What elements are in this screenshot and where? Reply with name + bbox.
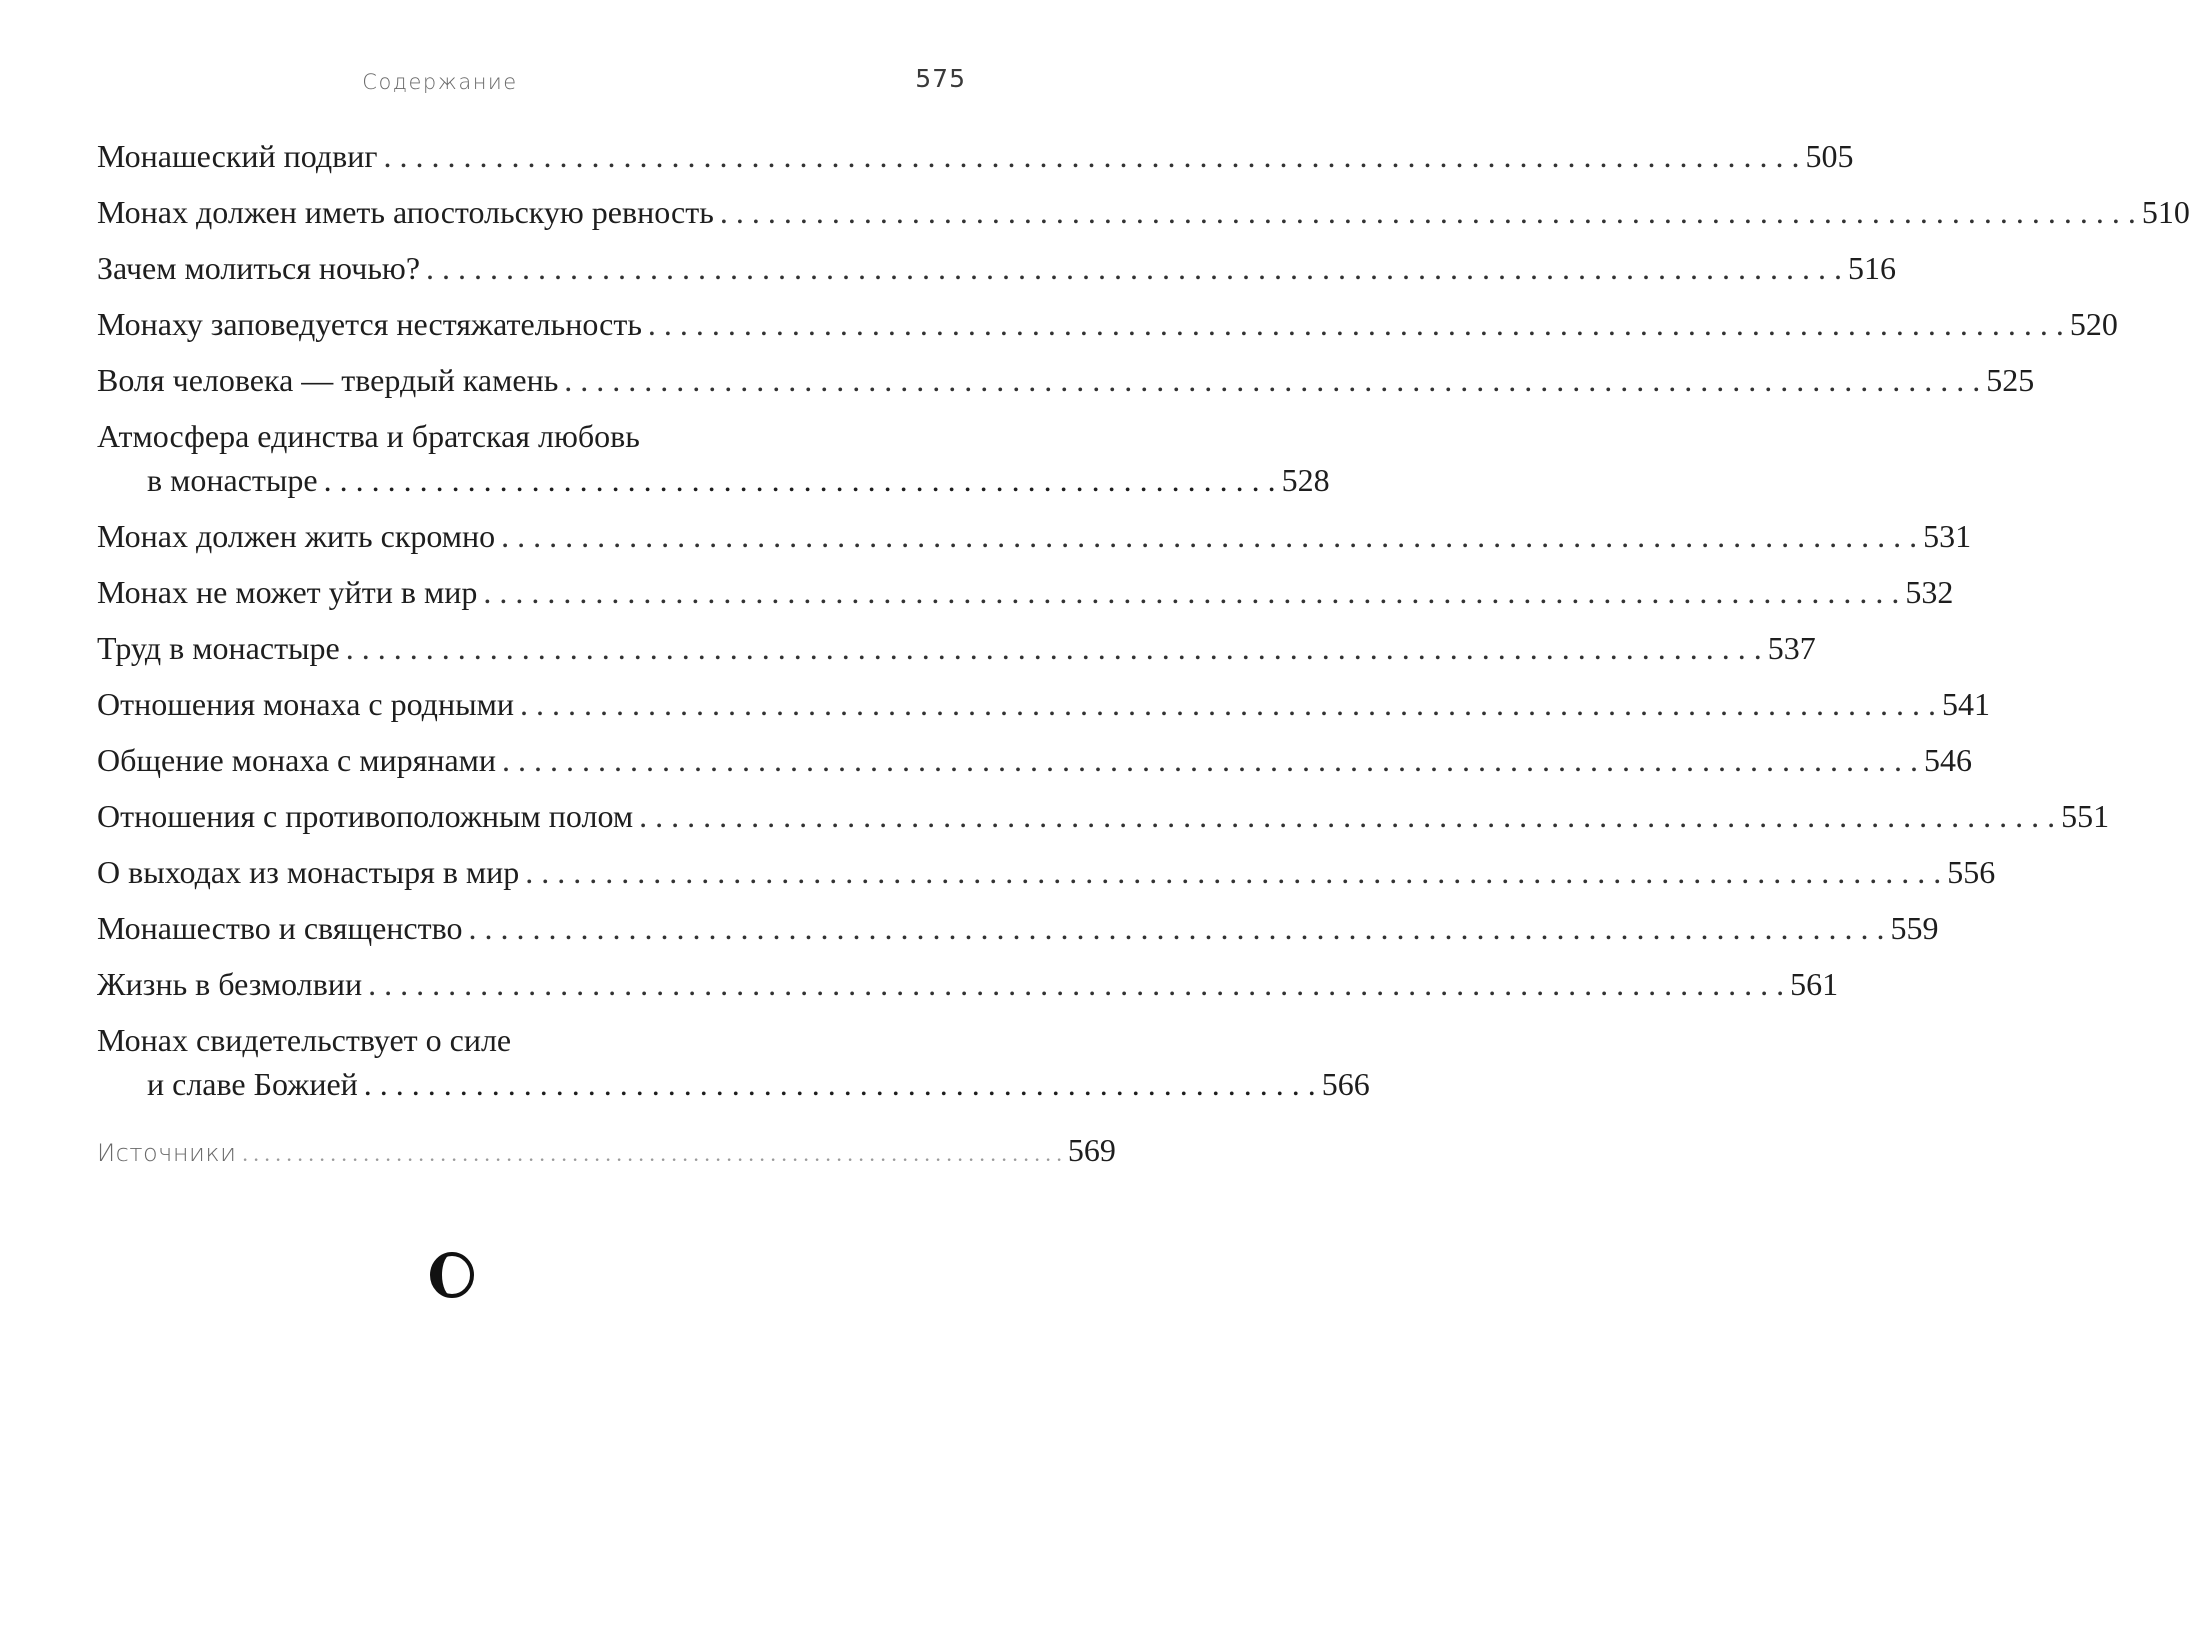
toc-entry-title: Источники: [97, 1139, 237, 1167]
dot-leader: . . . . . . . . . . . . . . . . . . . . . . . . . . . . . . . . . . . . . . . . . . . . . . . . . . . . . . . . . . . .: [323, 462, 1276, 498]
toc-entry-page: 531: [1923, 518, 1972, 554]
toc-entry-page: 556: [1947, 854, 1996, 890]
toc-entry-title-continued: и славе Божией: [147, 1066, 358, 1102]
toc-entry[interactable]: [97, 1012, 1370, 1112]
dot-leader: [368, 956, 1784, 1012]
dot-leader: [502, 732, 1918, 788]
dot-leader: [648, 296, 2064, 352]
running-title: Содержание: [362, 70, 518, 94]
dot-leader: . . . . . . . . . . . . . . . . . . . . . . . . . . . . . . . . . . . . . . . . . . . . . . . . . . . . . . . . . . . .: [363, 1066, 1316, 1102]
toc-entry[interactable]: [97, 352, 2035, 408]
toc-entry-page: 541: [1941, 686, 1990, 722]
toc-entry-title: Монах не может уйти в мир: [97, 574, 478, 610]
toc-entry-page: 532: [1905, 574, 1954, 610]
toc-entry-page: 537: [1767, 630, 1816, 666]
toc-entry-title: Монах свидетельствует о силе: [97, 1022, 512, 1058]
toc-entry-page: 559: [1890, 910, 1939, 946]
toc-entry-sources[interactable]: [97, 1122, 1116, 1182]
toc-entry-page: 525: [1986, 362, 2035, 398]
toc-entry-title: Жизнь в безмолвии: [97, 966, 363, 1002]
dot-leader: [346, 620, 1762, 676]
toc-entry-title: Атмосфера единства и братская любовь: [97, 418, 640, 454]
dot-leader: [501, 508, 1917, 564]
toc-entry-title: Отношения монаха с родными: [97, 686, 514, 722]
toc-entry-title: Воля человека — твердый камень: [97, 362, 559, 398]
dot-leader: [242, 1126, 1062, 1182]
toc-entry[interactable]: [97, 508, 1972, 564]
toc-entry-page: 516: [1848, 250, 1897, 286]
toc-entry[interactable]: [97, 240, 1897, 296]
toc-entry-title: Монах должен жить скромно: [97, 518, 496, 554]
dot-leader: [564, 352, 1980, 408]
toc-entry-page: 546: [1924, 742, 1973, 778]
toc-entry-page: 505: [1805, 138, 1854, 174]
dot-leader: [720, 184, 2136, 240]
dot-leader: [483, 564, 1899, 620]
toc-entry-page: 566: [1321, 1066, 1370, 1102]
toc-entry-title: Отношения с противоположным полом: [97, 798, 634, 834]
toc-entry-title: Монашество и священство: [97, 910, 463, 946]
toc-entry-title: Труд в монастыре: [97, 630, 340, 666]
toc-entry[interactable]: [97, 788, 2110, 844]
toc-entry-title: Зачем молиться ночью?: [97, 250, 421, 286]
toc-entry-page: 569: [1067, 1132, 1116, 1168]
toc-entry-title: Монах должен иметь апостольскую ревность: [97, 194, 714, 230]
toc-entry-page: 510: [2141, 194, 2190, 230]
dot-leader: [468, 900, 1884, 956]
toc-entry[interactable]: [97, 956, 1839, 1012]
toc-entry[interactable]: [97, 128, 1854, 184]
dot-leader: [383, 128, 1799, 184]
toc-entry[interactable]: [97, 408, 1330, 508]
toc-entry-page: 528: [1281, 462, 1330, 498]
toc-entry[interactable]: [97, 296, 2118, 352]
toc-entry-page: 520: [2069, 306, 2118, 342]
toc-entry-title: Общение монаха с мирянами: [97, 742, 497, 778]
page-number: 575: [915, 64, 966, 93]
toc-entry[interactable]: [97, 900, 1939, 956]
dot-leader: [426, 240, 1842, 296]
toc-entry-title: Монаху заповедуется нестяжательность: [97, 306, 642, 342]
toc-entry-page: 551: [2061, 798, 2110, 834]
toc-entry[interactable]: [97, 844, 1996, 900]
toc-entry[interactable]: [97, 564, 1954, 620]
toc-entry[interactable]: [97, 620, 1816, 676]
toc-entry-title-continued: в монастыре: [147, 462, 318, 498]
toc-entry-page: 561: [1790, 966, 1839, 1002]
toc-entry[interactable]: [97, 676, 1990, 732]
table-of-contents: [97, 128, 2190, 1182]
publisher-mark-icon: [430, 1252, 474, 1298]
toc-entry-title: Монашеский подвиг: [97, 138, 378, 174]
dot-leader: [525, 844, 1941, 900]
toc-entry[interactable]: [97, 732, 1973, 788]
toc-entry[interactable]: [97, 184, 2190, 240]
dot-leader: [639, 788, 2055, 844]
dot-leader: [520, 676, 1936, 732]
toc-entry-title: О выходах из монастыря в мир: [97, 854, 520, 890]
